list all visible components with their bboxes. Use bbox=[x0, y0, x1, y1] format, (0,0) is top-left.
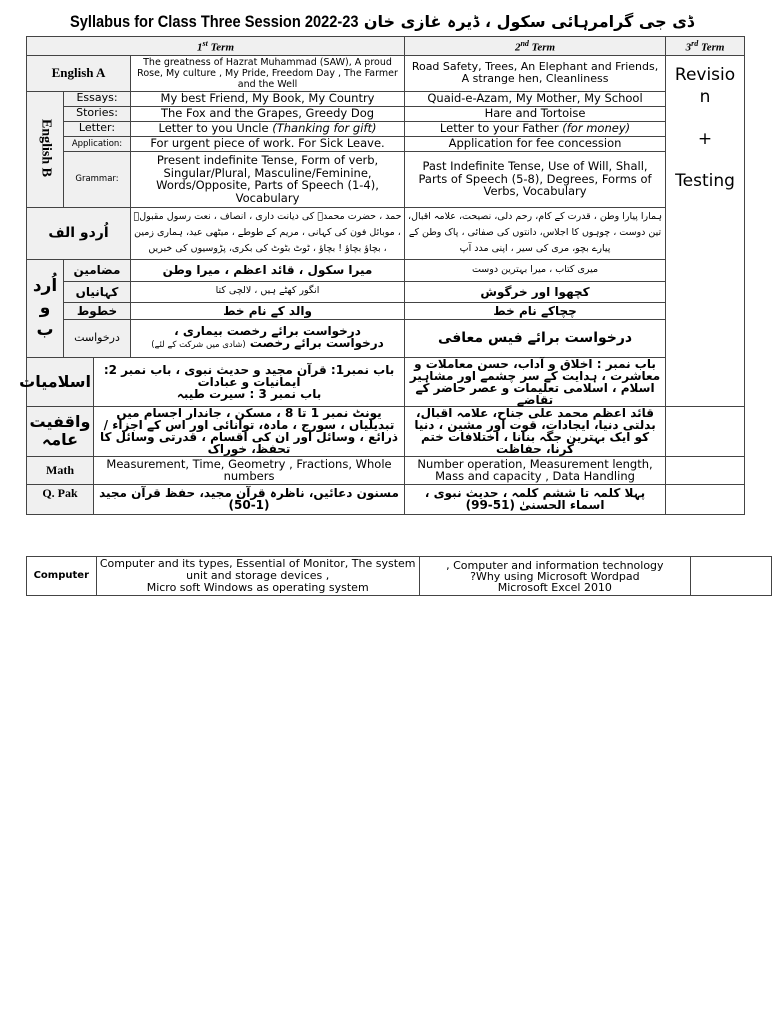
kahaniyan-term2: کچھوا اور خرگوش bbox=[405, 281, 666, 302]
urdu-alif-term1: حمد ، حضرت محمدؐ کی دیانت داری ، انصاف ، نعت رسول مقبولؐ ، موبائل فون کی کہانی ، مریم کے طوطے ، میٹھی عید، ہماری زمین ، بچاؤ بچاؤ ! بچاؤ ، ٹوٹ بٹوٹ کی بکری، پڑوسیوں کی خبریں bbox=[131, 207, 405, 259]
qpak-row bbox=[27, 484, 745, 514]
urdu-b-row bbox=[27, 319, 745, 357]
english-a-term1: The greatness of Hazrat Muhammad (SAW), A proud Rose, My culture , My Pride, Freedom Day , The Farmer and the Well bbox=[131, 55, 405, 91]
darkhwast-label: درخواست bbox=[64, 319, 131, 357]
general-knowledge-label: واقفیت عامہ bbox=[27, 406, 94, 456]
grammar-term2: Past Indefinite Tense, Use of Will, Shall, Parts of Speech (5-8), Degrees, Forms of Verbs, Vocabulary bbox=[405, 151, 666, 207]
page-title: Syllabus for Class Three Session 2022-23 bbox=[70, 12, 359, 31]
math-term2: Number operation, Measurement length, Mass and capacity , Data Handling bbox=[405, 456, 666, 484]
application-term2: Application for fee concession bbox=[405, 136, 666, 151]
application-term1: For urgent piece of work. For Sick Leave. bbox=[131, 136, 405, 151]
urdu-b-row bbox=[27, 302, 745, 319]
computer-term2: , Computer and information technology ?Why using Microsoft Wordpad Microsoft Excel 2010 bbox=[419, 557, 690, 596]
english-b-row bbox=[27, 121, 745, 136]
math-row bbox=[27, 456, 745, 484]
computer-table bbox=[26, 556, 772, 596]
khutoot-term1: والد کے نام خط bbox=[131, 302, 405, 319]
general-knowledge-term3 bbox=[666, 406, 745, 456]
qpak-term1: مسنون دعائیں، ناظرہ قرآن مجید، حفظ قرآن مجید (1-50) bbox=[94, 484, 405, 514]
qpak-term2: پہلا کلمہ تا ششم کلمہ ، حدیث نبوی ، اسماء الحسنیٰ (51-99) bbox=[405, 484, 666, 514]
urdu-alif-term2: ہمارا پیارا وطن ، قدرت کے کام، رحم دلی، نصیحت، علامہ اقبال، تین دوست ، چوہوں کا اجلاس، دانتوں کی صفائی ، پاک وطن کے پیارے بچو، مری کی سیر ، اپنی مدد آپ bbox=[405, 207, 666, 259]
english-b-row bbox=[27, 106, 745, 121]
qpak-label: Q. Pak bbox=[27, 484, 94, 514]
urdu-alif-row bbox=[27, 207, 745, 259]
letter-label: Letter: bbox=[64, 121, 131, 136]
islamiyat-label: اسلامیات bbox=[27, 357, 94, 406]
general-knowledge-row bbox=[27, 406, 745, 456]
kahaniyan-label: کہانیاں bbox=[64, 281, 131, 302]
letter-term1: Letter to you Uncle (Thanking for gift) bbox=[131, 121, 405, 136]
islamiyat-row bbox=[27, 357, 745, 406]
english-b-row bbox=[27, 91, 745, 106]
islamiyat-term2: باب نمبر : اخلاق و آداب، حسن معاملات و معاشرت ، ہدایت کے سر چشمے اور مشاہیر اسلام ، اسلامی تعلیمات و عصر حاضر کے تقاضے bbox=[405, 357, 666, 406]
general-knowledge-term1: یونٹ نمبر 1 تا 8 ، مسکن ، جاندار اجسام میں تبدیلیاں ، سورج ، مادہ، توانائی اور اس کے اجزاء /ذرائع ، وسائل اور ان کی اقسام ، قدرتی وسائل کا تحفظ، خوراک bbox=[94, 406, 405, 456]
stories-term1: The Fox and the Grapes, Greedy Dog bbox=[131, 106, 405, 121]
urdu-b-label: اُرد و ب bbox=[27, 259, 64, 357]
computer-term3 bbox=[690, 557, 771, 596]
general-knowledge-term2: قائد اعظم محمد علی جناح، علامہ اقبال، بدلتی دنیا، ایجادات، قوت اور مشین ، دنیا کو ایک بہترین جگہ بنانا ، اختلافات ختم کرنا، حفاظت bbox=[405, 406, 666, 456]
term-2-header: 2nd Term bbox=[405, 37, 666, 56]
khutoot-label: خطوط bbox=[64, 302, 131, 319]
mazameen-term2: میری کتاب ، میرا بہترین دوست bbox=[405, 259, 666, 281]
essays-term2: Quaid-e-Azam, My Mother, My School bbox=[405, 91, 666, 106]
islamiyat-term1: باب نمبر1: قرآن مجید و حدیث نبوی ، باب نمبر 2: ایمانیات و عبادات باب نمبر 3 : سیرت طیبہ bbox=[94, 357, 405, 406]
urdu-b-row bbox=[27, 259, 745, 281]
english-a-term2: Road Safety, Trees, An Elephant and Friends, A strange hen, Cleanliness bbox=[405, 55, 666, 91]
urdu-b-row bbox=[27, 281, 745, 302]
math-term3 bbox=[666, 456, 745, 484]
english-b-row bbox=[27, 151, 745, 207]
grammar-label: Grammar: bbox=[64, 151, 131, 207]
english-a-label: English A bbox=[27, 55, 131, 91]
english-b-label: English B bbox=[27, 91, 64, 207]
computer-label: Computer bbox=[27, 557, 97, 596]
computer-row bbox=[27, 557, 772, 596]
mazameen-term1: میرا سکول ، قائد اعظم ، میرا وطن bbox=[131, 259, 405, 281]
syllabus-table bbox=[19, 36, 745, 515]
urdu-alif-label: اُردو الف bbox=[27, 207, 131, 259]
english-a-row bbox=[27, 55, 745, 91]
stories-label: Stories: bbox=[64, 106, 131, 121]
term-1-header: 1st Term bbox=[27, 37, 405, 56]
stories-term2: Hare and Tortoise bbox=[405, 106, 666, 121]
darkhwast-term1: درخواست برائے رخصت بیماری ، درخواست برائے رخصت (شادی میں شرکت کے لئے) bbox=[131, 319, 405, 357]
qpak-term3 bbox=[666, 484, 745, 514]
math-label: Math bbox=[27, 456, 94, 484]
application-label: Application: bbox=[64, 136, 131, 151]
kahaniyan-term1: انگور کھٹے ہیں ، لالچی کتا bbox=[131, 281, 405, 302]
khutoot-term2: چچاکے نام خط bbox=[405, 302, 666, 319]
essays-term1: My best Friend, My Book, My Country bbox=[131, 91, 405, 106]
header-row bbox=[27, 37, 745, 56]
school-name: ڈی جی گرامرہائی سکول ، ڈیرہ غازی خان bbox=[363, 12, 694, 31]
math-term1: Measurement, Time, Geometry , Fractions, Whole numbers bbox=[94, 456, 405, 484]
darkhwast-term2: درخواست برائے فیس معافی bbox=[405, 319, 666, 357]
english-b-row bbox=[27, 136, 745, 151]
essays-label: Essays: bbox=[64, 91, 131, 106]
letter-term2: Letter to your Father (for money) bbox=[405, 121, 666, 136]
computer-term1: Computer and its types, Essential of Monitor, The system unit and storage devices , Micro soft Windows as operating system bbox=[96, 557, 419, 596]
mazameen-label: مضامین bbox=[64, 259, 131, 281]
third-term-cell: Revisio n + Testing bbox=[666, 55, 745, 406]
grammar-term1: Present indefinite Tense, Form of verb, Singular/Plural, Masculine/Feminine, Words/Opposite, Parts of Speech (1-4), Vocabulary bbox=[131, 151, 405, 207]
term-3-header: 3rd Term bbox=[666, 37, 745, 56]
